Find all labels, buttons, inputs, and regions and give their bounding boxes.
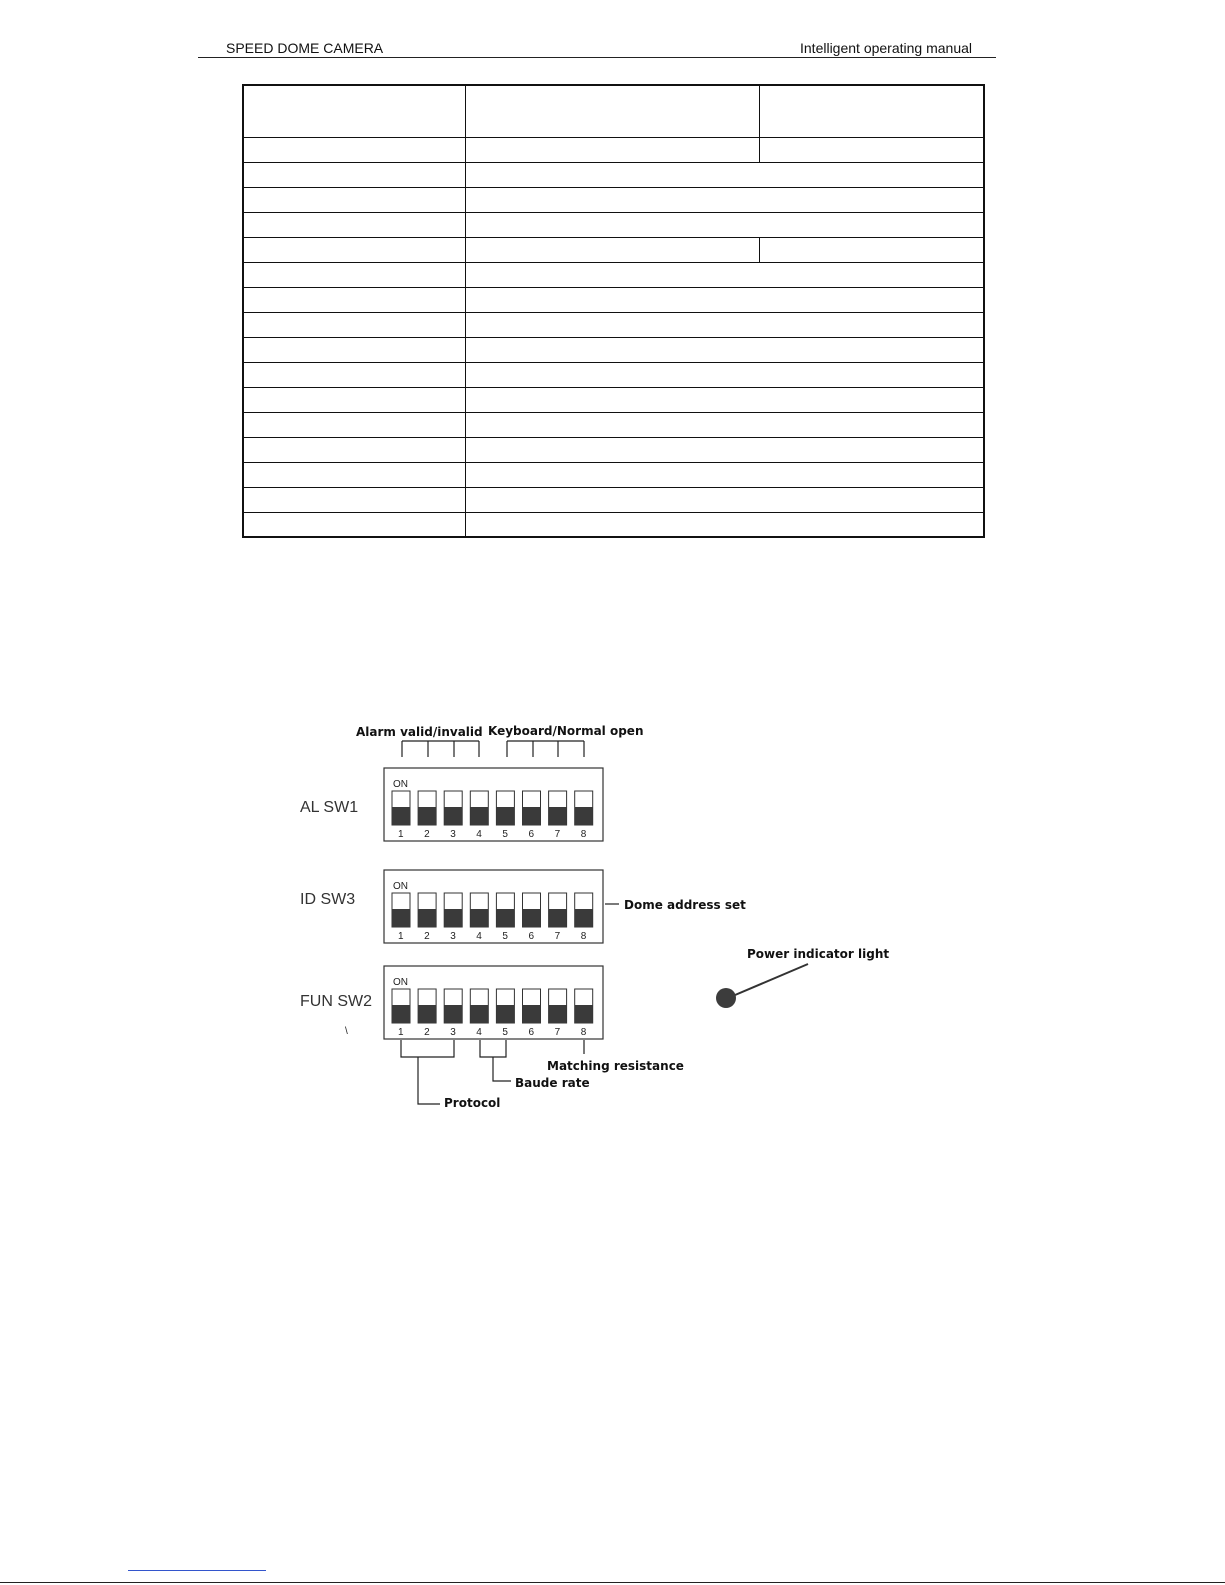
stray-mark: \ [345, 1026, 348, 1037]
dip-switch-lever[interactable] [418, 807, 436, 825]
dip-switch-lever[interactable] [470, 1005, 488, 1023]
switch-frame [384, 768, 603, 841]
dip-number: 5 [502, 829, 508, 840]
al-sw1-block [384, 768, 603, 841]
dip-switch-lever[interactable] [575, 909, 593, 927]
header-title: SPEED DOME CAMERA [226, 40, 384, 56]
footer-rule [0, 1582, 1225, 1583]
on-label: ON [393, 779, 408, 790]
dip-number: 4 [476, 931, 482, 942]
dip-number: 1 [398, 1027, 404, 1038]
dip-number: 8 [580, 931, 587, 942]
footer-link-underline[interactable] [128, 1570, 266, 1571]
dip-number: 3 [450, 1027, 456, 1038]
dip-switch-lever[interactable] [444, 909, 462, 927]
dip-number: 1 [398, 829, 404, 840]
dip-switch-lever[interactable] [444, 1005, 462, 1023]
dip-switch-lever[interactable] [575, 1005, 593, 1023]
keyboard-normal-label: Keyboard/Normal open [488, 724, 644, 738]
power-indicator-label: Power indicator light [747, 947, 890, 961]
dip-number: 8 [580, 829, 587, 840]
dip-switch-lever[interactable] [444, 807, 462, 825]
dip-number: 6 [528, 829, 535, 840]
alarm-valid-label: Alarm valid/invalid [356, 725, 483, 739]
dip-number: 4 [476, 829, 482, 840]
fun-sw2-label: FUN SW2 [300, 993, 372, 1010]
dip-number: 6 [528, 1027, 535, 1038]
dip-switch-lever[interactable] [392, 807, 410, 825]
header-manual-name: Intelligent operating manual [800, 40, 973, 56]
power-indicator-leader [728, 964, 808, 998]
alarm-bracket [402, 741, 479, 757]
dip-switch-lever[interactable] [418, 909, 436, 927]
dip-number: 6 [528, 931, 535, 942]
dip-number: 7 [554, 1027, 561, 1038]
dip-switch-lever[interactable] [575, 807, 593, 825]
dip-switch-lever[interactable] [418, 1005, 436, 1023]
dip-switch-lever[interactable] [496, 909, 514, 927]
power-indicator-light [716, 988, 736, 1008]
dip-number: 5 [502, 931, 508, 942]
protocol-label: Protocol [444, 1096, 501, 1110]
fun-sw2-block [384, 966, 603, 1039]
dip-switch-lever[interactable] [523, 807, 541, 825]
switch-frame [384, 870, 603, 943]
dip-number: 8 [580, 1027, 587, 1038]
dip-number: 4 [476, 1027, 482, 1038]
matching-resistance-label: Matching resistance [547, 1059, 684, 1073]
dip-switch-lever[interactable] [496, 1005, 514, 1023]
on-label: ON [393, 977, 408, 988]
dip-switch-lever[interactable] [549, 1005, 567, 1023]
protocol-bracket [401, 1040, 454, 1104]
on-label: ON [393, 881, 408, 892]
dome-address-label: Dome address set [624, 898, 746, 912]
dip-switch-lever[interactable] [523, 1005, 541, 1023]
id-sw3-label: ID SW3 [300, 891, 356, 908]
dip-number: 3 [450, 829, 456, 840]
keyboard-bracket [507, 741, 584, 757]
dip-switch-lever[interactable] [549, 807, 567, 825]
switch-frame [384, 966, 603, 1039]
dip-number: 3 [450, 931, 456, 942]
dip-switch-lever[interactable] [470, 909, 488, 927]
dip-number: 2 [424, 829, 430, 840]
dip-number: 7 [554, 931, 561, 942]
dip-number: 2 [424, 1027, 430, 1038]
id-sw3-block [384, 870, 603, 943]
dip-switch-lever[interactable] [523, 909, 541, 927]
dip-switch-lever[interactable] [470, 807, 488, 825]
baud-rate-label: Baude rate [515, 1076, 590, 1090]
al-sw1-label: AL SW1 [300, 799, 359, 816]
dip-switch-lever[interactable] [392, 1005, 410, 1023]
dip-switch-lever[interactable] [392, 909, 410, 927]
dip-number: 5 [502, 1027, 508, 1038]
dip-number: 2 [424, 931, 430, 942]
baud-rate-bracket [480, 1040, 511, 1081]
dip-number: 7 [554, 829, 561, 840]
dip-switch-lever[interactable] [549, 909, 567, 927]
dip-switch-lever[interactable] [496, 807, 514, 825]
dip-number: 1 [398, 931, 404, 942]
